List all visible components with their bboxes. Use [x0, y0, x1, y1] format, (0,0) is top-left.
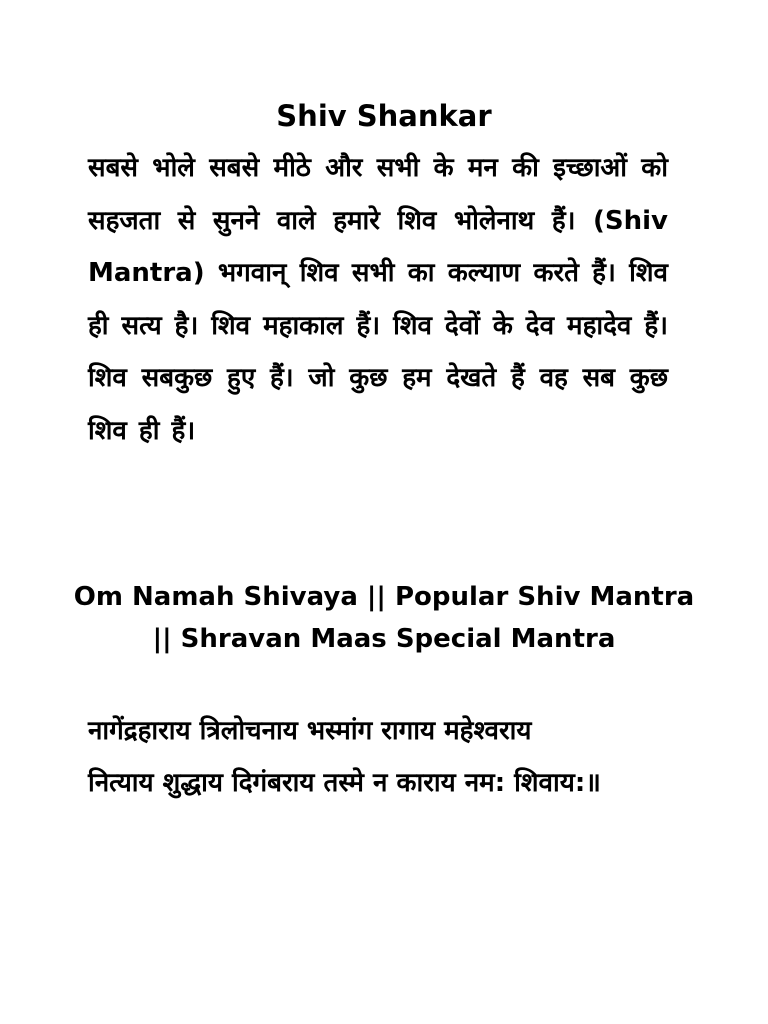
page-title: Shiv Shankar	[276, 99, 492, 133]
mantra-block	[88, 705, 688, 809]
mantra-line-2: नित्याय शुद्धाय दिगंबराय तस्मे न काराय नम: शिवाय:॥	[88, 768, 601, 798]
mantra-line-1: नागेंद्रहाराय त्रिलोचनाय भस्मांग रागाय महेश्वराय	[88, 716, 532, 746]
intro-paragraph: सबसे भोले सबसे मीठे और सभी के मन की इच्छाओं को सहजता से सुनने वाले हमारे शिव भोलेनाथ हैं। (Shiv Mantra) भगवान् शिव सभी का कल्याण करते हैं। शिव ही सत्य है। शिव महाकाल हैं। शिव देवों के देव महादेव हैं। शिव सबकुछ हुए हैं। जो कुछ हम देखते हैं वह सब कुछ शिव ही हैं।	[88, 153, 668, 446]
section-heading: Om Namah Shivaya || Popular Shiv Mantra || Shravan Maas Special Mantra	[73, 582, 695, 654]
